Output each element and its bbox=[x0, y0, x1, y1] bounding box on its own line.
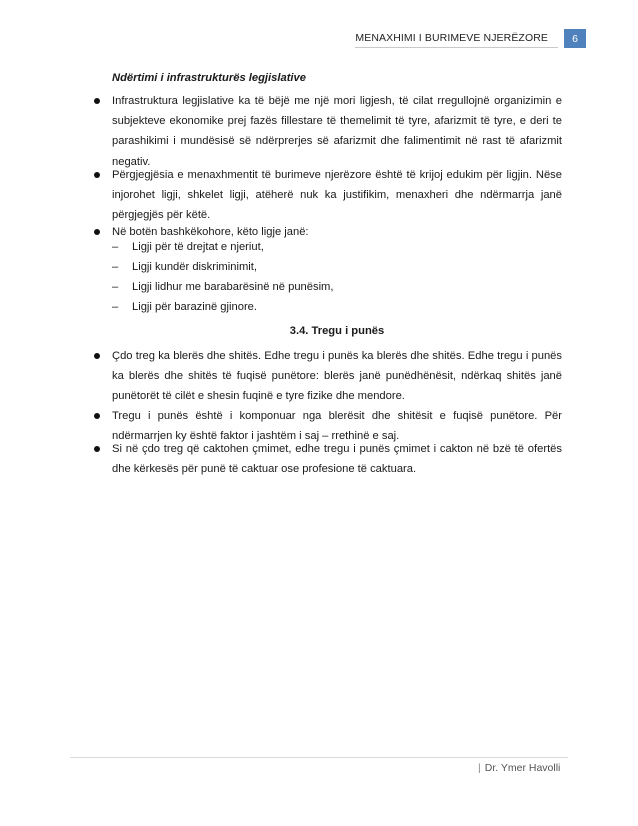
dash-list-text: Ligji lidhur me barabarësinë në punësim, bbox=[132, 281, 334, 293]
section-heading: Ndërtimi i infrastrukturës legjislative bbox=[112, 72, 306, 84]
dash-icon: – bbox=[112, 301, 119, 313]
dash-list-text: Ligji për barazinë gjinore. bbox=[132, 301, 258, 313]
dash-list-item bbox=[112, 257, 257, 277]
dash-list-text: Ligji kundër diskriminimit, bbox=[132, 261, 257, 273]
bullet-icon bbox=[94, 446, 100, 452]
list-item: Çdo treg ka blerës dhe shitës. Edhe tregu i punës ka blerës dhe shitës. Edhe tregu i punës ka blerës dhe shitës të fuqisë punëtore: blerës janë punëdhënësit, ndërkaq shitës janë punëtorët të cilët e shesin fuqinë e tyre fizike dhe mendore. bbox=[112, 350, 562, 403]
bullet-icon bbox=[94, 172, 100, 178]
dash-icon: – bbox=[112, 241, 119, 253]
bullet-icon bbox=[94, 229, 100, 235]
bullet-icon bbox=[94, 353, 100, 359]
page-footer bbox=[478, 762, 560, 774]
bullet-icon bbox=[94, 413, 100, 419]
dash-list-item bbox=[112, 237, 264, 257]
bullet-icon bbox=[94, 98, 100, 104]
dash-icon: – bbox=[112, 261, 119, 273]
page-number: 6 bbox=[564, 29, 586, 48]
dash-list-item bbox=[112, 277, 334, 297]
list-item: Në botën bashkëkohore, këto ligje janë: bbox=[112, 226, 309, 238]
footer-divider bbox=[70, 757, 568, 758]
footer-author: Dr. Ymer Havolli bbox=[484, 762, 561, 774]
footer-separator: | bbox=[478, 762, 481, 774]
section-title bbox=[0, 325, 638, 337]
dash-icon: – bbox=[112, 281, 119, 293]
list-item: Përgjegjësia e menaxhmentit të burimeve njerëzore është të krijoj edukim për ligjin. Nëse injorohet ligji, shkelet ligji, atëherë nuk ka justifikim, menaxheri dhe ndërmarrja janë përgjegjës për këtë. bbox=[112, 169, 562, 222]
list-item: Tregu i punës është i komponuar nga blerësit dhe shitësit e fuqisë punëtore. Për ndërmarrjen ky është faktor i jashtëm i saj – rrethinë e saj. bbox=[112, 410, 562, 443]
list-item: Si në çdo treg që caktohen çmimet, edhe tregu i punës çmimet i cakton në bzë të ofertës dhe kërkesës për punë të caktuar ose profesione të caktuara. bbox=[112, 443, 562, 476]
dash-list-text: Ligji për të drejtat e njeriut, bbox=[132, 241, 264, 253]
dash-list-item bbox=[112, 297, 257, 317]
section-title-text: 3.4. Tregu i punës bbox=[289, 325, 385, 337]
list-item: Infrastruktura legjislative ka të bëjë me një mori ligjesh, të cilat rregullojnë organizimin e subjekteve ekonomike prej fazës fillestare të themelimit të tyre, afarizmit të tyre, e deri te parashikimi i mundësisë së ndërprerjes së afarizmit dhe falimentimit në rast të afarizmit negativ. bbox=[112, 95, 562, 168]
page-header bbox=[355, 28, 586, 48]
header-title: MENAXHIMI I BURIMEVE NJERËZORE bbox=[355, 32, 558, 48]
